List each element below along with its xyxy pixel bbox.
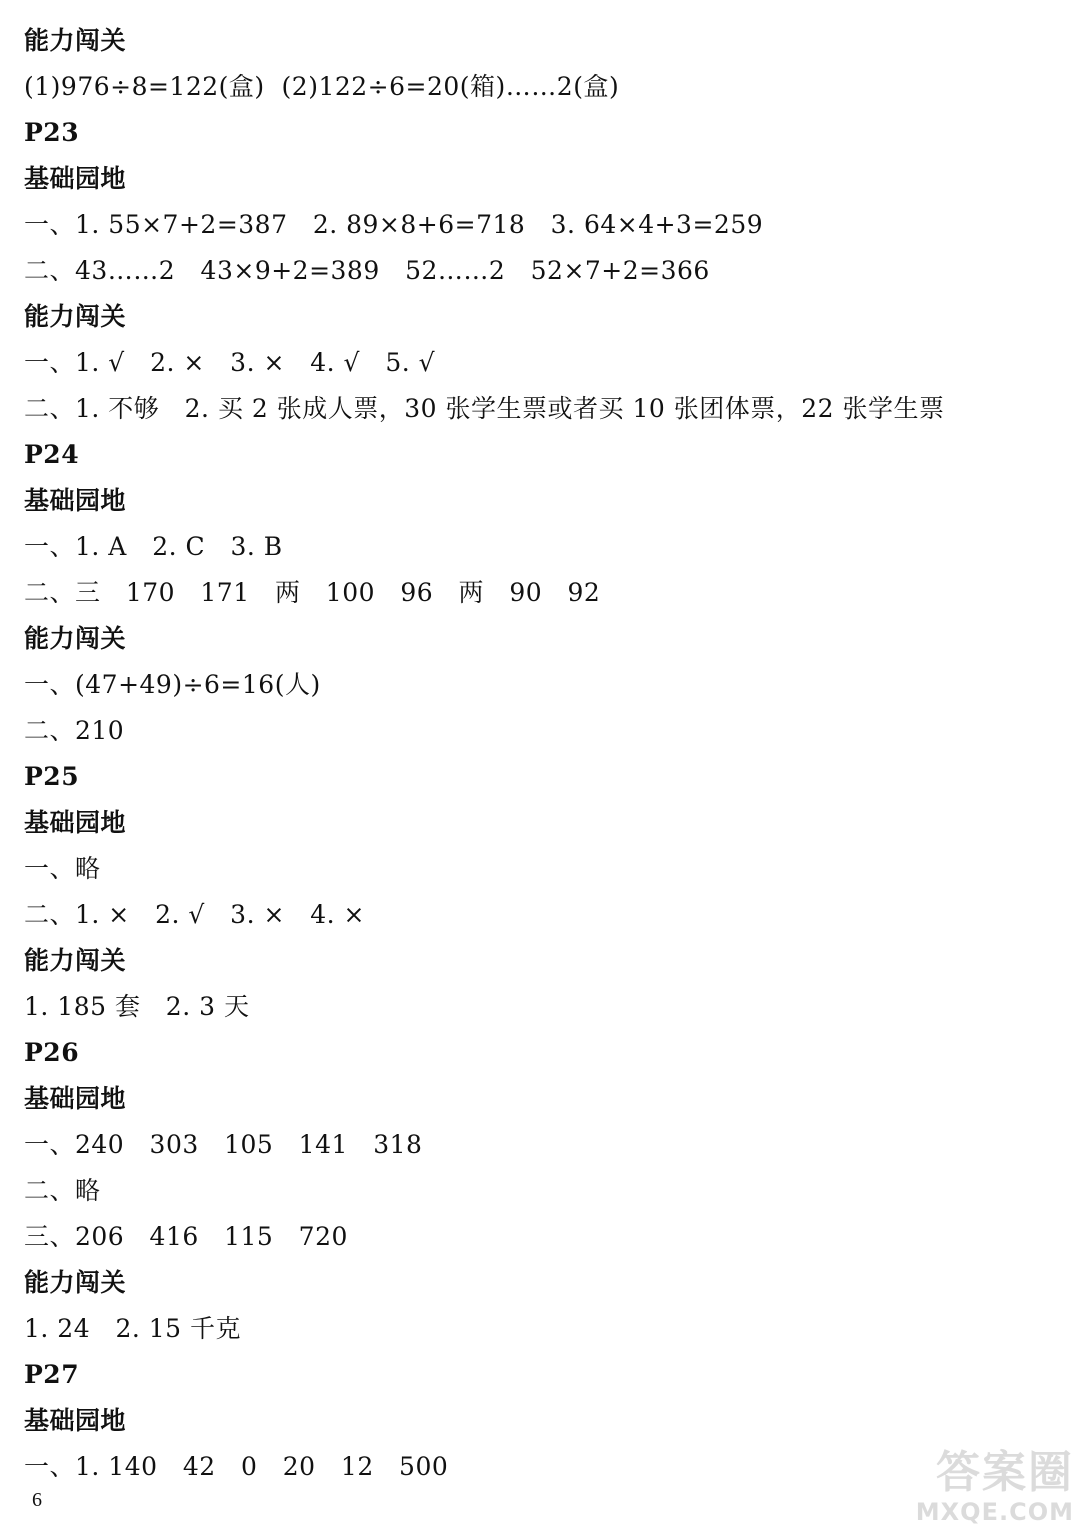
page-heading: P25 [24, 762, 80, 791]
page-heading: P27 [24, 1360, 80, 1389]
answer-line: 1. 185 套 2. 3 天 [24, 992, 250, 1021]
answer-line: 一、1. 55×7+2=387 2. 89×8+6=718 3. 64×4+3=259 [24, 210, 764, 239]
answer-line: 一、1. √ 2. × 3. × 4. √ 5. √ [24, 348, 436, 377]
answer-line: 一、略 [24, 854, 101, 883]
answer-line: 二、1. × 2. √ 3. × 4. × [24, 900, 365, 929]
section-heading: 基础园地 [24, 1084, 127, 1113]
page-number: 6 [32, 1489, 42, 1511]
answer-line: 一、(47+49)÷6=16(人) [24, 670, 321, 699]
section-heading: 能力闯关 [24, 946, 127, 975]
section-heading: 基础园地 [24, 1406, 127, 1435]
answer-line: 二、210 [24, 716, 125, 745]
watermark-text: 答案圈 [936, 1447, 1074, 1498]
section-heading: 能力闯关 [24, 1268, 127, 1297]
answer-line: 二、1. 不够 2. 买 2 张成人票，30 张学生票或者买 10 张团体票，22 张学生票 [24, 394, 945, 423]
answer-line: 一、1. A 2. C 3. B [24, 532, 283, 561]
section-heading: 能力闯关 [24, 26, 127, 55]
answer-line: 三、206 416 115 720 [24, 1222, 348, 1251]
answer-line: 一、240 303 105 141 318 [24, 1130, 423, 1159]
section-heading: 基础园地 [24, 486, 127, 515]
section-heading: 能力闯关 [24, 302, 127, 331]
page-heading: P23 [24, 118, 80, 147]
answer-line: 一、1. 140 42 0 20 12 500 [24, 1452, 449, 1481]
answer-line: 二、略 [24, 1176, 101, 1205]
section-heading: 基础园地 [24, 808, 127, 837]
answer-line: 1. 24 2. 15 千克 [24, 1314, 242, 1343]
section-heading: 基础园地 [24, 164, 127, 193]
watermark-logo [884, 1448, 1074, 1532]
answer-line: (1)976÷8=122(盒) (2)122÷6=20(箱)……2(盒) [24, 72, 620, 101]
answer-line: 二、43……2 43×9+2=389 52……2 52×7+2=366 [24, 256, 710, 285]
answer-line: 二、三 170 171 两 100 96 两 90 92 [24, 578, 601, 607]
section-heading: 能力闯关 [24, 624, 127, 653]
page-heading: P24 [24, 440, 80, 469]
page-heading: P26 [24, 1038, 80, 1067]
document-body [24, 18, 1064, 1490]
watermark-url: MXQE.COM [915, 1498, 1074, 1526]
